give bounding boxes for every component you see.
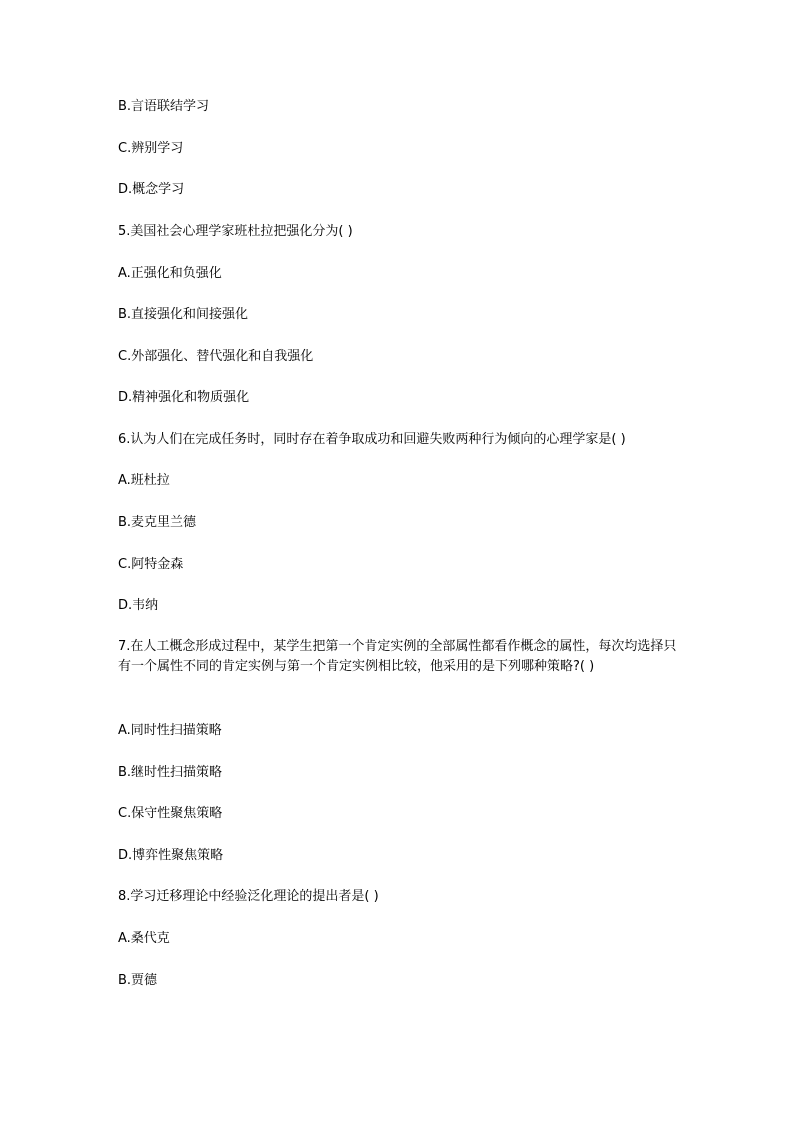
- option-a-q5: A.正强化和负强化: [118, 266, 222, 281]
- option-c-q6: C.阿特金森: [118, 557, 184, 572]
- option-d-q6: D.韦纳: [118, 598, 159, 613]
- option-a-q8: A.桑代克: [118, 931, 170, 946]
- option-a-q7: A.同时性扫描策略: [118, 723, 222, 738]
- option-d-q7: D.博弈性聚焦策略: [118, 848, 224, 863]
- option-b-q5: B.直接强化和间接强化: [118, 307, 249, 322]
- option-d-q5: D.精神强化和物质强化: [118, 390, 250, 405]
- option-c-q5: C.外部强化、替代强化和自我强化: [118, 349, 314, 364]
- question-7: 7.在人工概念形成过程中，某学生把第一个肯定实例的全部属性都看作概念的属性，每次均选择只有一个属性不同的肯定实例与第一个肯定实例相比较，他采用的是下列哪种策略?( ): [118, 639, 677, 674]
- option-a-q6: A.班杜拉: [118, 473, 170, 488]
- option-b-q7: B.继时性扫描策略: [118, 765, 223, 780]
- question-6: 6.认为人们在完成任务时，同时存在着争取成功和回避失败两种行为倾向的心理学家是( ): [118, 432, 626, 447]
- question-8: 8.学习迁移理论中经验泛化理论的提出者是( ): [118, 889, 379, 904]
- option-c-q7: C.保守性聚焦策略: [118, 806, 223, 821]
- option-c-q4: C.辨别学习: [118, 141, 184, 156]
- option-b-q4: B.言语联结学习: [118, 99, 210, 114]
- question-5: 5.美国社会心理学家班杜拉把强化分为( ): [118, 224, 353, 239]
- option-b-q6: B.麦克里兰德: [118, 515, 197, 530]
- option-b-q8: B.贾德: [118, 973, 158, 988]
- option-d-q4: D.概念学习: [118, 182, 185, 197]
